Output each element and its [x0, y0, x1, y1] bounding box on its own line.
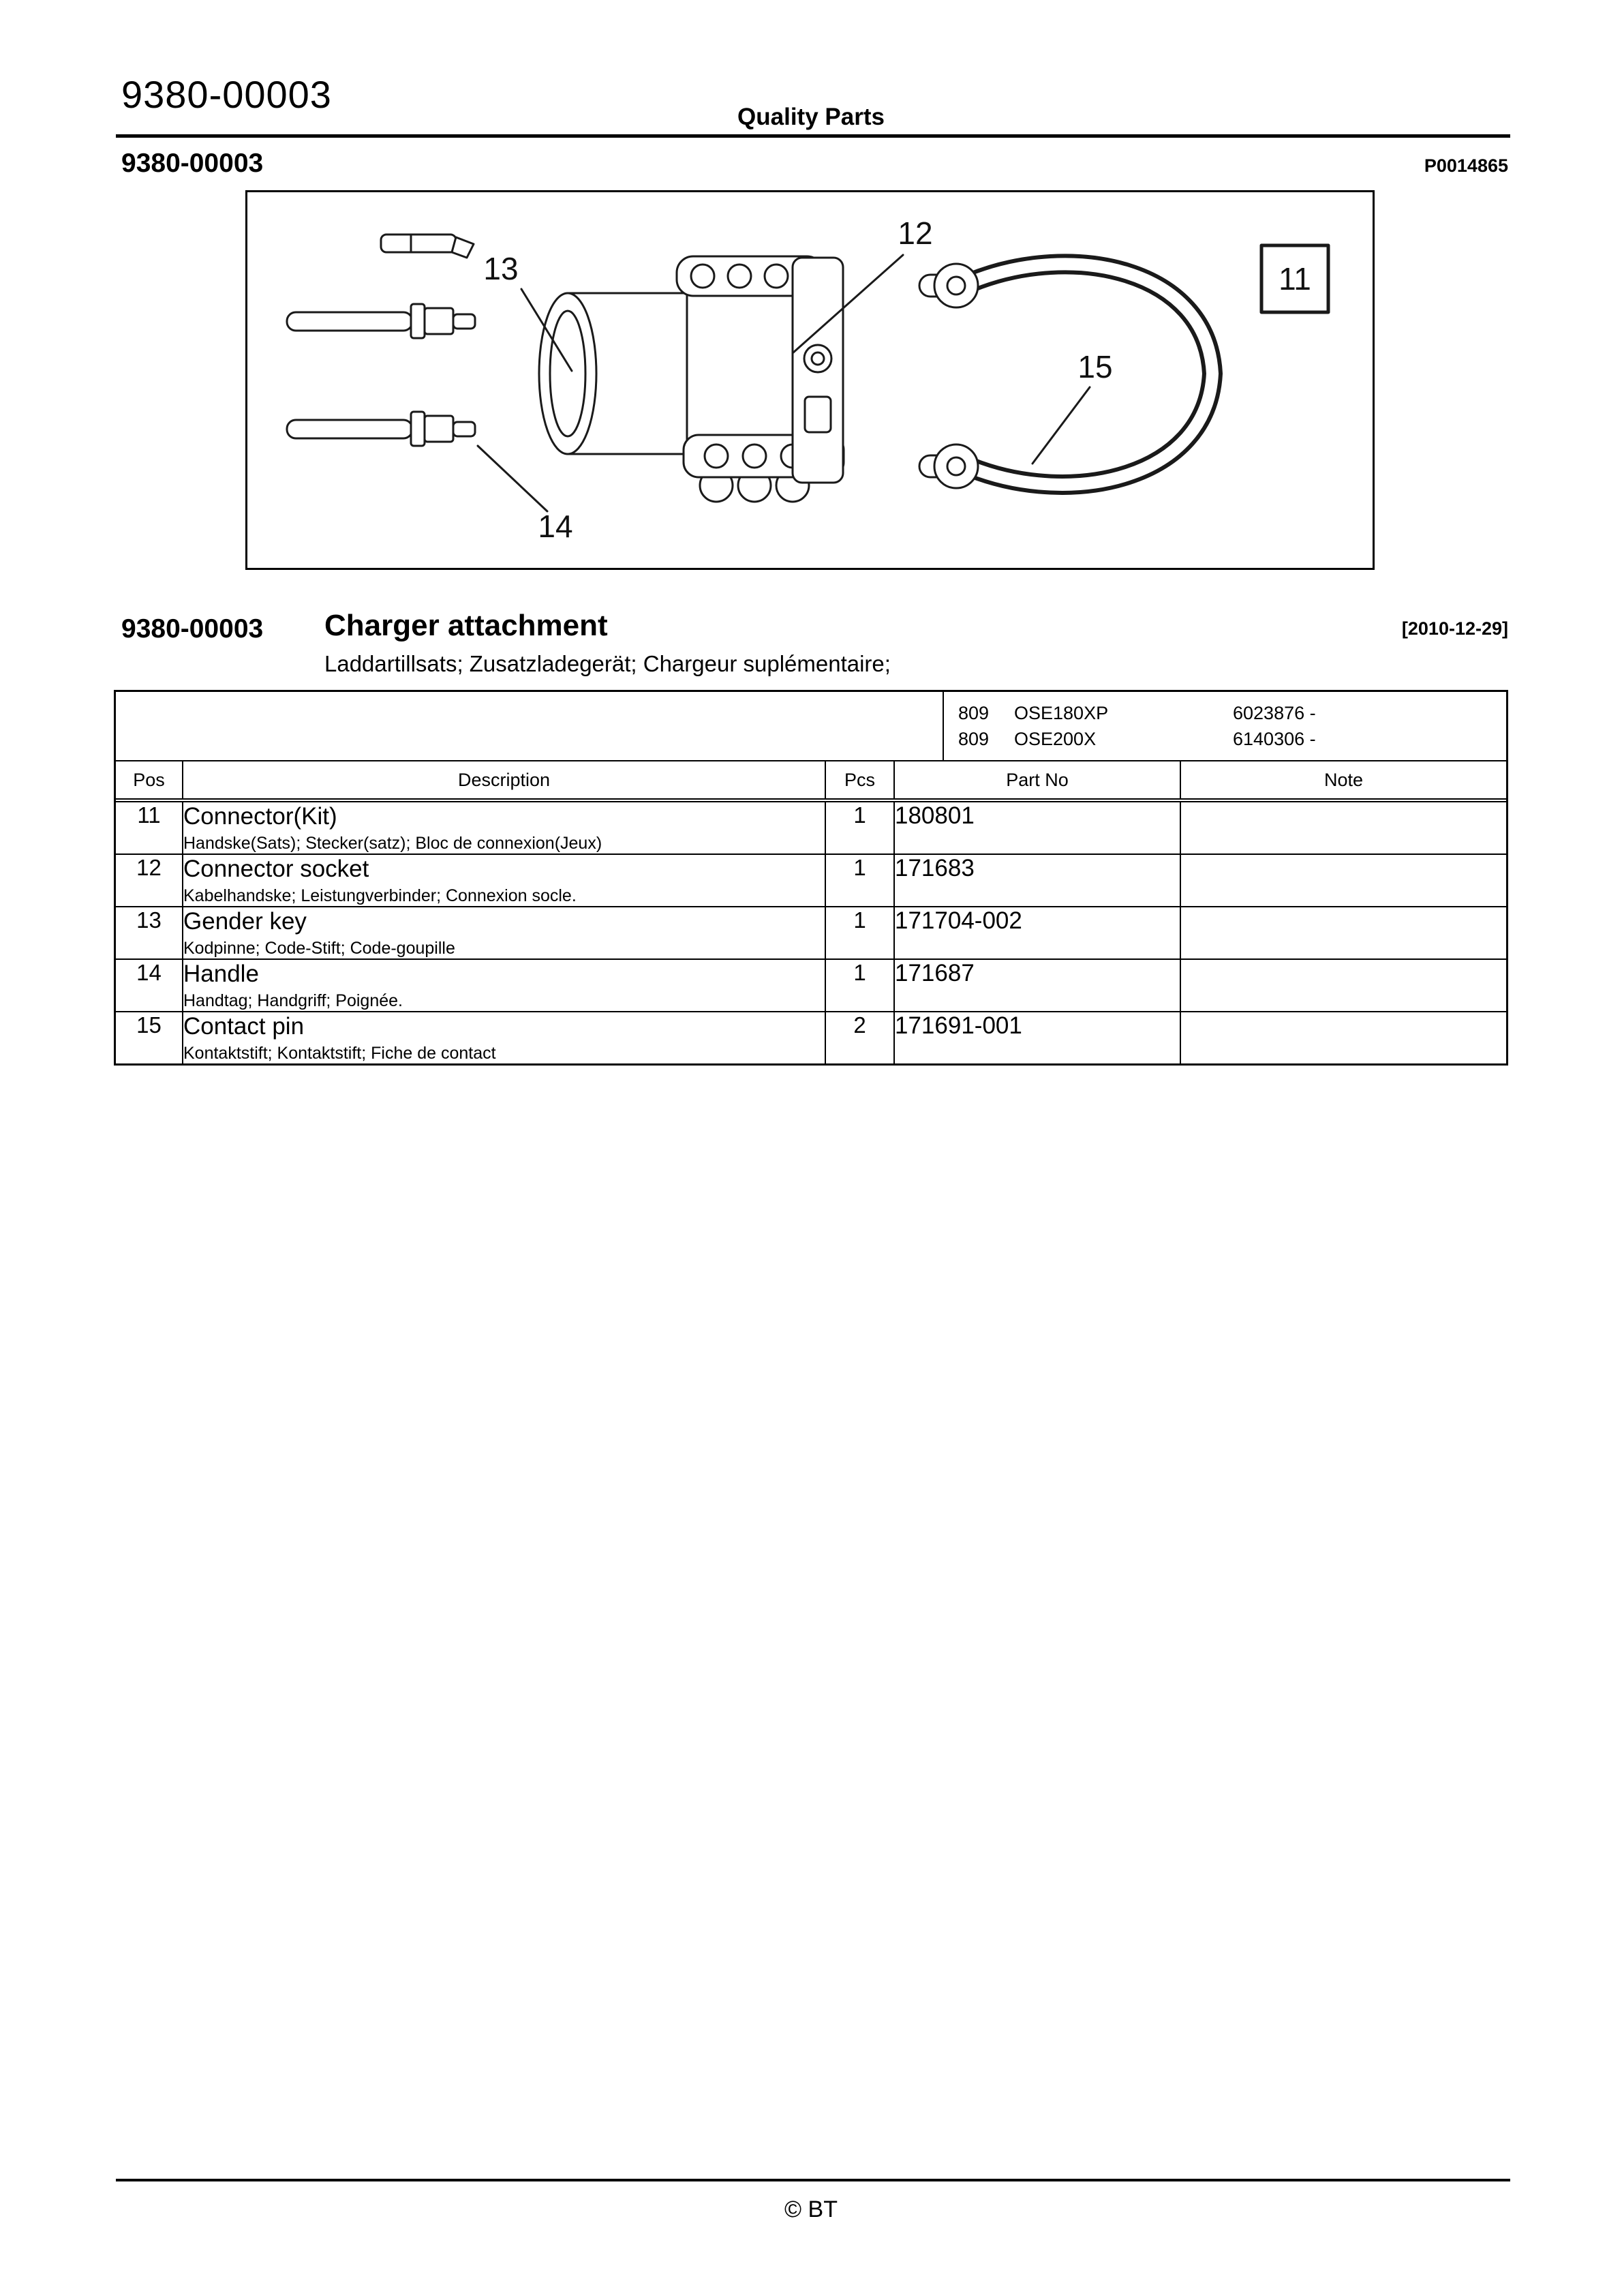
row-description-cell	[183, 907, 825, 959]
table-row	[116, 959, 1506, 1012]
callout-15: 15	[1077, 349, 1113, 384]
row-note	[1180, 1012, 1506, 1063]
row-description: Connector socket	[183, 856, 369, 882]
model-code: 809	[958, 729, 990, 749]
row-part-no: 171687	[894, 959, 1180, 1012]
row-note	[1180, 800, 1506, 854]
column-header-pos: Pos	[116, 761, 183, 800]
page-title: Charger attachment	[324, 609, 608, 642]
table-header-row	[116, 761, 1506, 800]
model-name: OSE180XP	[1014, 703, 1109, 723]
row-description-alt: Kabelhandske; Leistungverbinder; Connexion socle.	[183, 886, 577, 905]
row-description-alt: Kodpinne; Code-Stift; Code-goupille	[183, 939, 455, 958]
model-code: 809	[958, 703, 990, 723]
table-row	[116, 907, 1506, 959]
row-note	[1180, 907, 1506, 959]
row-pcs: 1	[825, 854, 894, 907]
callout-13: 13	[483, 251, 519, 286]
row-pos: 14	[116, 959, 183, 1012]
page-header-title: Quality Parts	[737, 104, 885, 130]
table-row	[116, 800, 1506, 854]
model-line	[958, 700, 1506, 726]
gender-key-drawing	[381, 235, 474, 258]
row-pos: 15	[116, 1012, 183, 1063]
callout-14: 14	[538, 509, 573, 544]
connector-socket-drawing	[539, 256, 844, 502]
row-description-cell	[183, 800, 825, 854]
revision-date: [2010-12-29]	[1401, 618, 1508, 639]
contact-pin-upper-drawing	[287, 304, 475, 338]
model-name: OSE200X	[1014, 729, 1097, 749]
row-pcs: 1	[825, 907, 894, 959]
column-header-part-no: Part No	[894, 761, 1180, 800]
models-box	[943, 692, 1506, 760]
table-row	[116, 854, 1506, 907]
handle-drawing	[919, 264, 1212, 488]
row-description-cell	[183, 1012, 825, 1063]
row-part-no: 171683	[894, 854, 1180, 907]
row-pcs: 1	[825, 959, 894, 1012]
row-pos: 11	[137, 802, 161, 828]
row-description: Contact pin	[183, 1013, 305, 1040]
row-pcs: 1	[825, 800, 894, 854]
row-pos: 12	[116, 854, 183, 907]
row-part-no: 171704-002	[894, 907, 1180, 959]
model-serial: 6023876 -	[1233, 703, 1316, 723]
parts-table	[114, 690, 1508, 1066]
model-line	[958, 726, 1506, 752]
title-block	[121, 609, 1508, 691]
row-description-cell	[183, 959, 825, 1012]
row-description-cell	[183, 854, 825, 907]
parts-diagram	[245, 190, 1375, 570]
row-note	[1180, 959, 1506, 1012]
column-header-pcs: Pcs	[825, 761, 894, 800]
row-part-no: 171691-001	[894, 1012, 1180, 1063]
title-code: 9380-00003	[121, 614, 264, 644]
row-description-alt: Handske(Sats); Stecker(satz); Bloc de connexion(Jeux)	[183, 834, 602, 853]
doc-number: 9380-00003	[121, 73, 332, 116]
row-description: Connector(Kit)	[183, 803, 337, 830]
footer-rule	[116, 2179, 1510, 2181]
row-description-alt: Kontaktstift; Kontaktstift; Fiche de contact	[183, 1044, 496, 1063]
row-pcs: 2	[825, 1012, 894, 1063]
row-part-no: 180801	[894, 800, 1180, 854]
row-description: Handle	[183, 961, 259, 987]
footer-copyright: © BT	[784, 2196, 838, 2222]
row-note	[1180, 854, 1506, 907]
column-header-description: Description	[183, 761, 825, 800]
model-serial: 6140306 -	[1233, 729, 1316, 749]
header-rule	[116, 134, 1510, 138]
contact-pin-lower-drawing	[287, 412, 475, 446]
section-header	[121, 149, 1508, 190]
callout-11-boxed: 11	[1279, 261, 1311, 297]
row-description: Gender key	[183, 908, 307, 935]
column-header-note: Note	[1180, 761, 1506, 800]
title-translations: Laddartillsats; Zusatzladegerät; Chargeur suplémentaire;	[324, 651, 891, 676]
callout-12: 12	[898, 215, 933, 251]
row-description-alt: Handtag; Handgriff; Poignée.	[183, 991, 403, 1010]
table-row	[116, 1012, 1506, 1063]
row-pos: 13	[116, 907, 183, 959]
models-row	[116, 692, 1506, 761]
section-code: 9380-00003	[121, 149, 264, 178]
plate-reference: P0014865	[1424, 155, 1508, 176]
exploded-view-drawing	[247, 192, 1373, 568]
parts-table-body	[116, 800, 1506, 1063]
